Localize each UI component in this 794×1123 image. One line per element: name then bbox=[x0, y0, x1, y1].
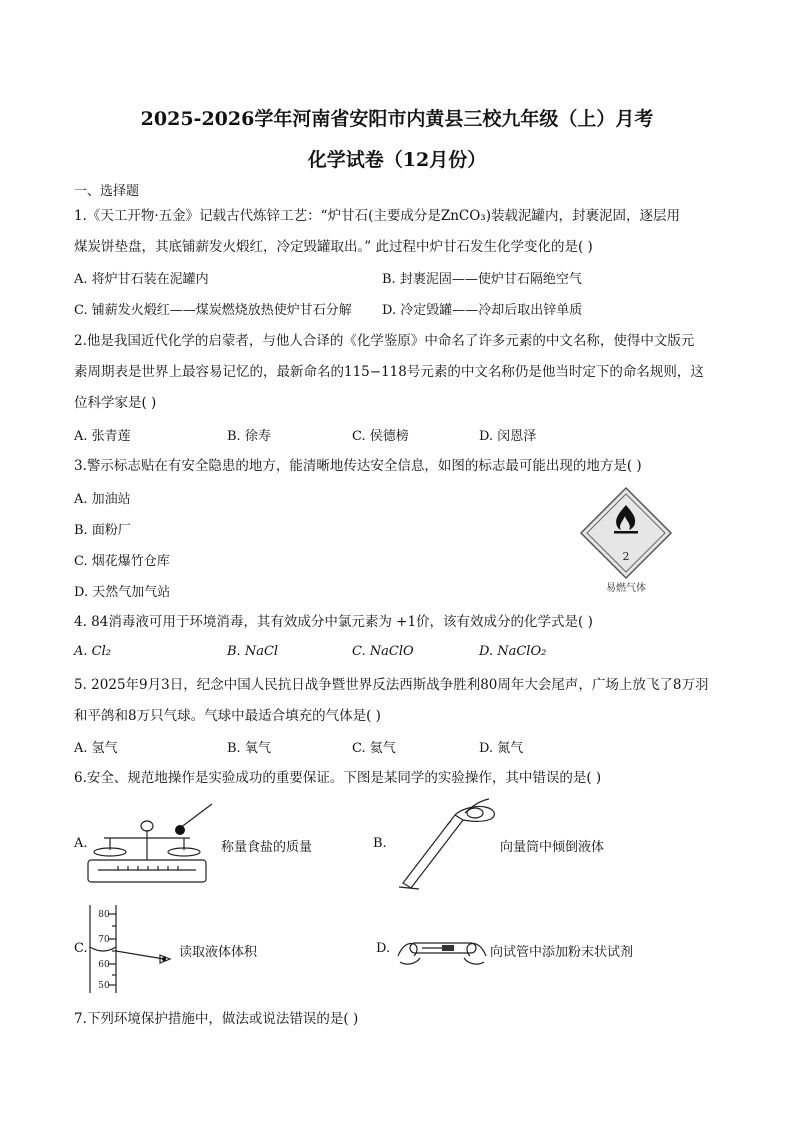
q4-option-c: C. NaClO bbox=[352, 644, 414, 659]
q6-option-b-label: B. bbox=[373, 836, 387, 851]
q1-option-a: A. 将炉甘石装在泥罐内 bbox=[74, 272, 209, 287]
tick-80: 80 bbox=[98, 910, 110, 920]
q5-line2: 和平鸽和8万只气球。气球中最适合填充的气体是( ) bbox=[74, 708, 381, 724]
q2-option-c: C. 侯德榜 bbox=[352, 429, 409, 444]
sign-caption: 易燃气体 bbox=[606, 583, 646, 594]
q5-option-c: C. 氦气 bbox=[352, 741, 396, 756]
q6-option-a-caption: 称量食盐的质量 bbox=[221, 840, 313, 855]
q3-option-a: A. 加油站 bbox=[74, 492, 131, 507]
q1-option-b: B. 封裹泥固——使炉甘石隔绝空气 bbox=[382, 272, 582, 287]
q5-option-a: A. 氢气 bbox=[74, 741, 118, 756]
q1-line2: 煤炭饼垫盘，其底铺薪发火煅红，冷定毁罐取出。” 此过程中炉甘石发生化学变化的是( ) bbox=[74, 239, 593, 255]
pouring-liquid-figure bbox=[385, 795, 500, 895]
sign-number: 2 bbox=[622, 550, 630, 563]
q1-option-c: C. 铺薪发火煅红——煤炭燃烧放热使炉甘石分解 bbox=[74, 303, 352, 318]
q6-option-a-label: A. bbox=[74, 836, 88, 851]
q6-option-d-label: D. bbox=[376, 941, 391, 956]
q2-option-d: D. 闵恩泽 bbox=[479, 429, 537, 444]
q2-line1: 2.他是我国近代化学的启蒙者，与他人合译的《化学鉴原》中命名了许多元素的中文名称，使得中文版元 bbox=[74, 333, 695, 349]
q4-line1: 4. 84消毒液可用于环境消毒，其有效成分中氯元素为 +1价，该有效成分的化学式是( ) bbox=[74, 614, 593, 630]
exam-title-line1: 2025-2026学年河南省安阳市内黄县三校九年级（上）月考 bbox=[140, 108, 654, 130]
q2-option-a: A. 张青莲 bbox=[74, 429, 131, 444]
flammable-gas-sign bbox=[576, 483, 676, 595]
q6-option-c-label: C. bbox=[74, 941, 88, 956]
q2-line2: 素周期表是世界上最容易记忆的，最新命名的115−118号元素的中文名称仍是他当时定下的命名规则，这 bbox=[74, 364, 704, 380]
q1-line1: 1.《天工开物·五金》记载古代炼锌工艺：“炉甘石(主要成分是ZnCO₃)装载泥罐内，封裹泥固，逐层用 bbox=[74, 208, 680, 224]
tick-50: 50 bbox=[98, 981, 110, 991]
tick-60: 60 bbox=[98, 960, 110, 970]
q1-option-d: D. 冷定毁罐——冷却后取出锌单质 bbox=[382, 303, 583, 318]
section-heading: 一、选择题 bbox=[74, 184, 140, 199]
q3-option-d: D. 天然气加气站 bbox=[74, 585, 171, 600]
q6-option-b-caption: 向量筒中倾倒液体 bbox=[500, 840, 605, 855]
q5-option-b: B. 氧气 bbox=[227, 741, 271, 756]
tick-70: 70 bbox=[98, 935, 110, 945]
balance-scale-figure bbox=[84, 800, 214, 888]
exam-title-line2: 化学试卷（12月份） bbox=[307, 149, 487, 171]
test-tube-figure bbox=[396, 926, 488, 970]
q5-line1: 5. 2025年9月3日，纪念中国人民抗日战争暨世界反法西斯战争胜利80周年大会尾声，广场上放飞了8万羽 bbox=[74, 677, 709, 693]
q2-line3: 位科学家是( ) bbox=[74, 395, 157, 411]
q5-option-d: D. 氮气 bbox=[479, 741, 524, 756]
q7-line1: 7.下列环境保护措施中，做法或说法错误的是( ) bbox=[74, 1011, 359, 1027]
q4-option-a: A. Cl₂ bbox=[74, 644, 111, 659]
q3-line1: 3.警示标志贴在有安全隐患的地方，能清晰地传达安全信息，如图的标志最可能出现的地方是( ) bbox=[74, 458, 642, 474]
q3-option-b: B. 面粉厂 bbox=[74, 523, 131, 538]
q3-option-c: C. 烟花爆竹仓库 bbox=[74, 554, 170, 569]
q6-option-c-caption: 读取液体体积 bbox=[179, 945, 258, 960]
q4-option-b: B. NaCl bbox=[227, 644, 279, 659]
q6-line1: 6.安全、规范地操作是实验成功的重要保证。下图是某同学的实验操作，其中错误的是( ) bbox=[74, 770, 602, 786]
q4-option-d: D. NaClO₂ bbox=[479, 644, 547, 659]
q6-option-d-caption: 向试管中添加粉末状试剂 bbox=[490, 945, 634, 960]
q2-option-b: B. 徐寿 bbox=[227, 429, 271, 444]
graduated-cylinder-figure bbox=[86, 903, 178, 993]
